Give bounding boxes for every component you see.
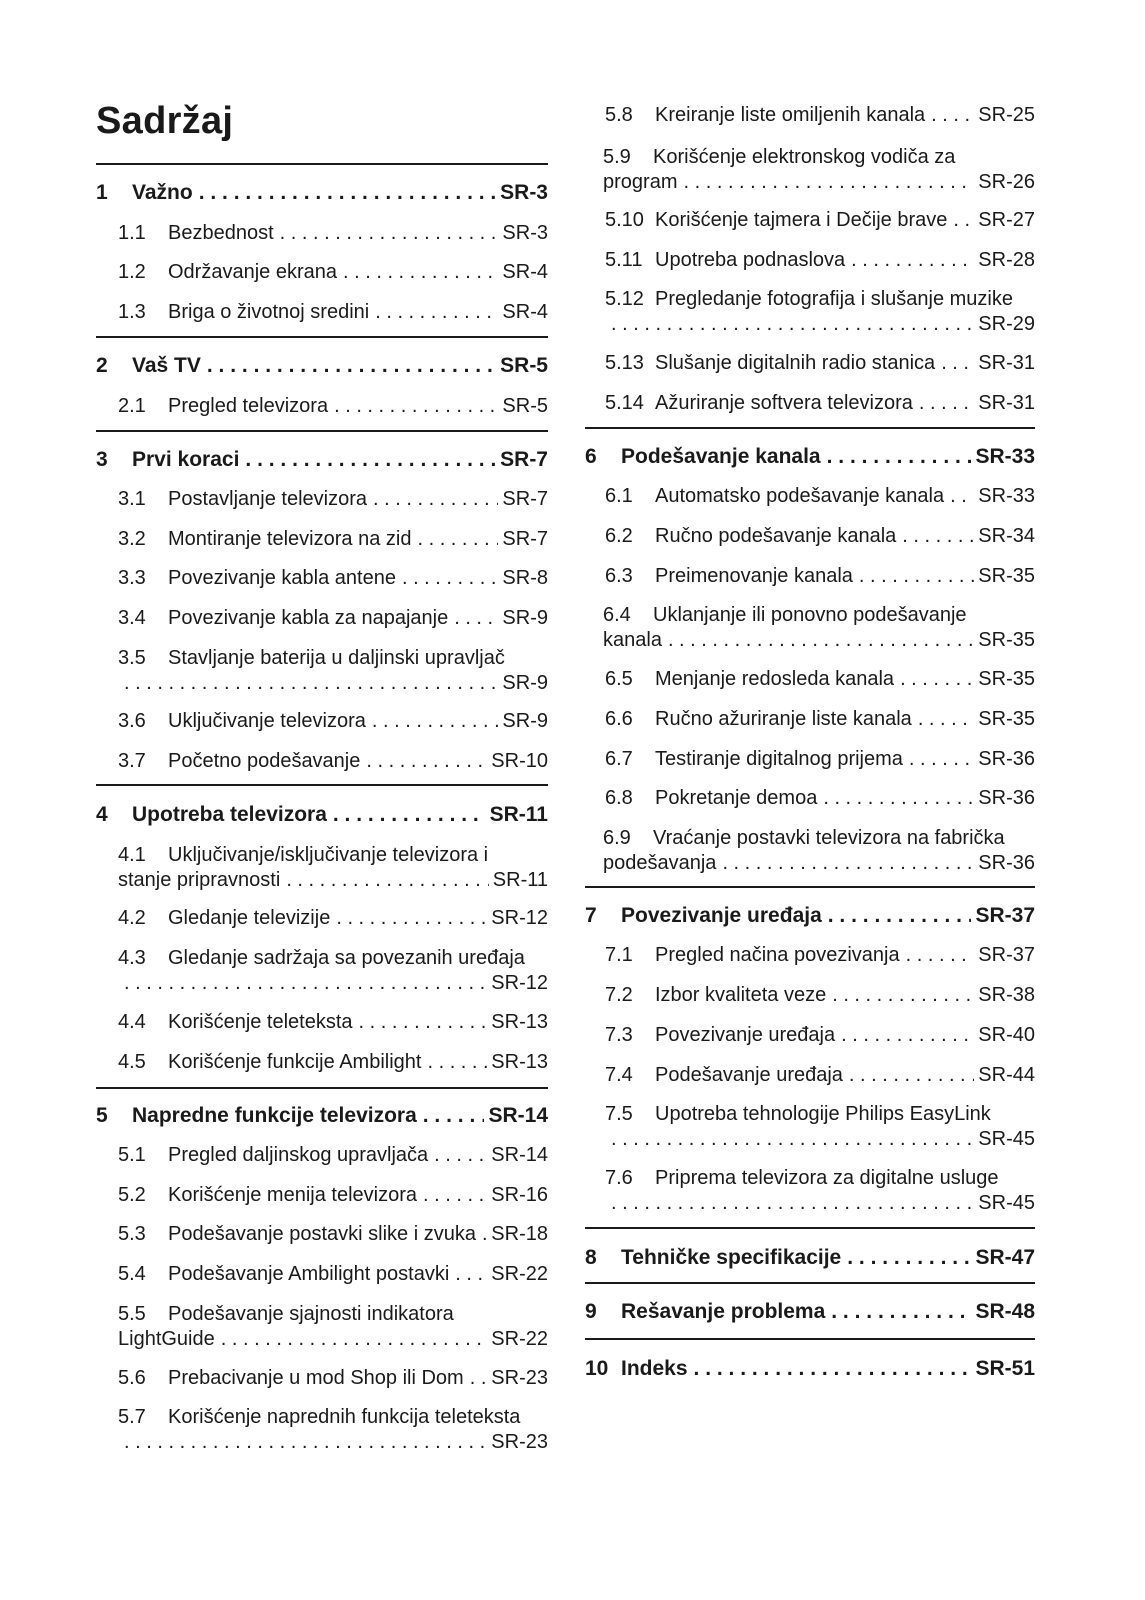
- section-divider: [96, 1087, 548, 1089]
- toc-dot-leader: [900, 667, 974, 692]
- toc-dot-leader: [366, 749, 487, 774]
- toc-page-number: SR-36: [978, 748, 1035, 770]
- toc-dot-leader: [280, 221, 499, 246]
- toc-chapter-entry[interactable]: [585, 444, 1035, 469]
- toc-section-entry[interactable]: [585, 287, 1035, 337]
- toc-dot-leader: [683, 170, 974, 195]
- toc-entry-title: Pregled načina povezivanja: [655, 944, 900, 966]
- toc-entry-title: Povezivanje kabla antene: [168, 567, 396, 589]
- toc-dot-leader: [918, 707, 974, 732]
- toc-entry-number: 5.2: [118, 1184, 146, 1206]
- toc-entry-number: 6.2: [605, 525, 633, 547]
- toc-section-entry[interactable]: [96, 527, 548, 552]
- toc-dot-leader: [286, 868, 488, 893]
- toc-entry-title: Vaš TV: [132, 354, 201, 377]
- toc-dot-leader: [941, 351, 974, 376]
- toc-section-entry[interactable]: [96, 1262, 548, 1287]
- toc-chapter-entry[interactable]: [96, 802, 548, 827]
- toc-section-entry[interactable]: [96, 749, 548, 774]
- section-divider: [585, 886, 1035, 888]
- toc-entry-number: 4.4: [118, 1011, 146, 1033]
- section-divider: [96, 784, 548, 786]
- toc-dot-leader: [722, 851, 974, 876]
- toc-dot-leader: [333, 802, 486, 827]
- toc-dot-leader: [245, 447, 496, 472]
- toc-dot-leader: [124, 971, 487, 996]
- toc-dot-leader: [482, 1222, 487, 1247]
- toc-entry-title: Ručno ažuriranje liste kanala: [655, 708, 912, 730]
- toc-page-number: SR-12: [491, 972, 548, 994]
- toc-entry-title: Rešavanje problema: [621, 1300, 826, 1323]
- toc-entry-title: Menjanje redosleda kanala: [655, 668, 895, 690]
- toc-entry-title-continued: program: [603, 171, 678, 193]
- toc-page-number: SR-18: [491, 1223, 548, 1245]
- toc-section-entry[interactable]: [96, 646, 548, 696]
- toc-page-number: SR-51: [975, 1357, 1035, 1380]
- toc-section-entry[interactable]: [96, 1366, 548, 1391]
- toc-entry-number: 5.11: [605, 249, 643, 271]
- toc-page-number: SR-8: [502, 567, 548, 589]
- toc-dot-leader: [417, 527, 498, 552]
- toc-dot-leader: [832, 983, 974, 1008]
- toc-page-number: SR-34: [978, 525, 1035, 547]
- section-divider: [96, 336, 548, 338]
- toc-entry-title: Korišćenje naprednih funkcija teleteksta: [168, 1406, 521, 1428]
- toc-section-entry[interactable]: [96, 221, 548, 246]
- toc-page-number: SR-47: [975, 1246, 1035, 1269]
- toc-chapter-entry[interactable]: [96, 353, 548, 378]
- toc-section-entry[interactable]: [96, 906, 548, 931]
- toc-entry-title: Gledanje sadržaja sa povezanih uređaja: [168, 947, 525, 969]
- toc-page-number: SR-7: [500, 448, 548, 471]
- toc-entry-title: Priprema televizora za digitalne usluge: [655, 1167, 999, 1189]
- toc-entry-number: 6.5: [605, 668, 633, 690]
- toc-entry-number: 5.13: [605, 352, 644, 374]
- toc-entry-title: Izbor kvaliteta veze: [655, 984, 827, 1006]
- toc-dot-leader: [828, 903, 972, 928]
- toc-entry-title-continued: LightGuide: [118, 1328, 215, 1350]
- toc-section-entry[interactable]: [96, 1010, 548, 1035]
- toc-dot-leader: [124, 1430, 487, 1455]
- toc-entry-title: Montiranje televizora na zid: [168, 528, 412, 550]
- toc-dot-leader: [434, 1143, 487, 1168]
- toc-entry-number: 1.3: [118, 301, 146, 323]
- toc-entry-number: 6.8: [605, 787, 633, 809]
- toc-dot-leader: [950, 484, 974, 509]
- section-divider: [585, 1282, 1035, 1284]
- toc-entry-number: 1.1: [118, 222, 146, 244]
- toc-page-number: SR-11: [492, 869, 548, 891]
- toc-dot-leader: [694, 1356, 972, 1381]
- toc-dot-leader: [668, 628, 974, 653]
- toc-page-number: SR-29: [978, 313, 1035, 335]
- toc-page-number: SR-48: [975, 1300, 1035, 1323]
- toc-entry-number: 7.1: [605, 944, 633, 966]
- toc-entry-title: Uklanjanje ili ponovno podešavanje: [653, 604, 967, 626]
- toc-entry-title: Tehničke specifikacije: [621, 1246, 842, 1269]
- toc-entry-number: 5.7: [118, 1406, 146, 1428]
- toc-page-number: SR-3: [500, 181, 548, 204]
- toc-entry-title: Podešavanje uređaja: [655, 1064, 843, 1086]
- toc-entry-title: Ručno podešavanje kanala: [655, 525, 897, 547]
- toc-page-number: SR-16: [491, 1184, 548, 1206]
- toc-entry-number: 3.5: [118, 647, 146, 669]
- toc-dot-leader: [953, 208, 974, 233]
- toc-page-number: SR-27: [978, 209, 1035, 231]
- toc-entry-title: Upotreba podnaslova: [655, 249, 846, 271]
- toc-chapter-entry[interactable]: [585, 903, 1035, 928]
- toc-entry-title: Korišćenje teleteksta: [168, 1011, 353, 1033]
- toc-entry-number: 4.1: [118, 844, 146, 866]
- toc-page-number: SR-9: [502, 672, 548, 694]
- toc-entry-title: Kreiranje liste omiljenih kanala: [655, 104, 926, 126]
- toc-section-entry[interactable]: [96, 1143, 548, 1168]
- toc-entry-title: Gledanje televizije: [168, 907, 331, 929]
- toc-page-number: SR-35: [978, 708, 1035, 730]
- toc-dot-leader: [359, 1010, 488, 1035]
- toc-page-number: SR-4: [502, 301, 548, 323]
- toc-page-number: SR-22: [491, 1328, 548, 1350]
- toc-chapter-entry[interactable]: [585, 1299, 1035, 1324]
- toc-dot-leader: [909, 747, 974, 772]
- toc-entry-title: Ažuriranje softvera televizora: [655, 392, 913, 414]
- toc-dot-leader: [931, 103, 974, 128]
- toc-entry-title: Korišćenje menija televizora: [168, 1184, 418, 1206]
- toc-entry-title: Pokretanje demoa: [655, 787, 818, 809]
- toc-page-number: SR-5: [500, 354, 548, 377]
- toc-entry-title: Podešavanje sjajnosti indikatora: [168, 1303, 454, 1325]
- toc-dot-leader: [611, 312, 974, 337]
- toc-entry-number: 9: [585, 1300, 597, 1323]
- toc-entry-number: 8: [585, 1246, 597, 1269]
- toc-dot-leader: [427, 1050, 487, 1075]
- toc-entry-title: Upotreba televizora: [132, 803, 327, 826]
- toc-page-number: SR-23: [491, 1431, 548, 1453]
- toc-page-number: SR-12: [491, 907, 548, 929]
- toc-section-entry[interactable]: [585, 747, 1035, 772]
- toc-section-entry[interactable]: [585, 145, 1035, 195]
- toc-page-number: SR-13: [491, 1011, 548, 1033]
- toc-entry-number: 3.6: [118, 710, 146, 732]
- toc-entry-number: 4.5: [118, 1051, 146, 1073]
- toc-dot-leader: [334, 394, 498, 419]
- toc-section-entry[interactable]: [585, 983, 1035, 1008]
- toc-section-entry[interactable]: [96, 260, 548, 285]
- toc-page-number: SR-40: [978, 1024, 1035, 1046]
- toc-entry-number: 7.6: [605, 1167, 633, 1189]
- toc-dot-leader: [402, 566, 498, 591]
- toc-section-entry[interactable]: [96, 843, 548, 893]
- toc-entry-title: Prvi koraci: [132, 448, 240, 471]
- toc-page-number: SR-10: [491, 750, 548, 772]
- toc-entry-number: 6.3: [605, 565, 633, 587]
- toc-page-number: SR-36: [978, 787, 1035, 809]
- toc-dot-leader: [823, 786, 974, 811]
- toc-page-number: SR-11: [489, 803, 548, 826]
- toc-entry-number: 5.8: [605, 104, 633, 126]
- toc-entry-number: 5.9: [603, 146, 631, 168]
- toc-dot-leader: [207, 353, 496, 378]
- toc-section-entry[interactable]: [96, 709, 548, 734]
- toc-entry-title: Pregledanje fotografija i slušanje muzike: [655, 288, 1013, 310]
- toc-chapter-entry[interactable]: [96, 180, 548, 205]
- toc-entry-title: Postavljanje televizora: [168, 488, 367, 510]
- toc-entry-title: Održavanje ekrana: [168, 261, 337, 283]
- toc-entry-title: Vraćanje postavki televizora na fabrička: [653, 827, 1005, 849]
- toc-entry-number: 5.10: [605, 209, 644, 231]
- toc-section-entry[interactable]: [585, 391, 1035, 416]
- toc-entry-title: Pregled televizora: [168, 395, 329, 417]
- page-title: Sadržaj: [96, 100, 234, 142]
- toc-entry-number: 5.5: [118, 1303, 146, 1325]
- toc-section-entry[interactable]: [585, 786, 1035, 811]
- toc-page-number: SR-3: [502, 222, 548, 244]
- toc-entry-title: Bezbednost: [168, 222, 274, 244]
- toc-dot-leader: [343, 260, 498, 285]
- toc-page-number: SR-35: [978, 668, 1035, 690]
- toc-page-number: SR-14: [491, 1144, 548, 1166]
- toc-entry-title: Briga o životnoj sredini: [168, 301, 370, 323]
- toc-page-number: SR-26: [978, 171, 1035, 193]
- toc-entry-title: Indeks: [621, 1357, 688, 1380]
- toc-section-entry[interactable]: [585, 826, 1035, 876]
- toc-entry-number: 3.2: [118, 528, 146, 550]
- toc-dot-leader: [831, 1299, 971, 1324]
- section-divider: [585, 1227, 1035, 1229]
- toc-page-number: SR-35: [978, 629, 1035, 651]
- toc-entry-title: Testiranje digitalnog prijema: [655, 748, 903, 770]
- toc-dot-leader: [372, 709, 499, 734]
- toc-entry-title: Podešavanje kanala: [621, 445, 821, 468]
- toc-dot-leader: [375, 300, 498, 325]
- toc-dot-leader: [454, 606, 498, 631]
- toc-entry-title: Pregled daljinskog upravljača: [168, 1144, 429, 1166]
- toc-dot-leader: [906, 943, 975, 968]
- section-divider: [96, 430, 548, 432]
- section-divider: [96, 163, 548, 165]
- toc-page-number: SR-7: [502, 488, 548, 510]
- toc-entry-title: Korišćenje tajmera i Dečije brave: [655, 209, 948, 231]
- toc-chapter-entry[interactable]: [585, 1245, 1035, 1270]
- toc-dot-leader: [611, 1191, 974, 1216]
- toc-page-number: SR-44: [978, 1064, 1035, 1086]
- toc-section-entry[interactable]: [96, 566, 548, 591]
- toc-section-entry[interactable]: [96, 1183, 548, 1208]
- toc-entry-number: 6.9: [603, 827, 631, 849]
- toc-entry-number: 3.7: [118, 750, 146, 772]
- toc-section-entry[interactable]: [585, 1023, 1035, 1048]
- toc-entry-number: 3.3: [118, 567, 146, 589]
- toc-page-number: SR-36: [978, 852, 1035, 874]
- toc-entry-title: Povezivanje uređaja: [655, 1024, 836, 1046]
- toc-page-number: SR-38: [978, 984, 1035, 1006]
- toc-entry-title: Povezivanje uređaja: [621, 904, 822, 927]
- toc-entry-number: 6.4: [603, 604, 631, 626]
- toc-entry-title: Podešavanje Ambilight postavki: [168, 1263, 450, 1285]
- toc-entry-title-continued: kanala: [603, 629, 662, 651]
- toc-dot-leader: [124, 671, 498, 696]
- toc-page-number: SR-28: [978, 249, 1035, 271]
- section-divider: [585, 1338, 1035, 1340]
- toc-entry-title: Preimenovanje kanala: [655, 565, 853, 587]
- toc-chapter-entry[interactable]: [585, 1356, 1035, 1381]
- toc-entry-title: Početno podešavanje: [168, 750, 361, 772]
- toc-page-number: SR-22: [491, 1263, 548, 1285]
- toc-section-entry[interactable]: [585, 1063, 1035, 1088]
- toc-page-number: SR-45: [978, 1128, 1035, 1150]
- toc-dot-leader: [851, 248, 974, 273]
- toc-section-entry[interactable]: [96, 946, 548, 996]
- toc-entry-title: Upotreba tehnologije Philips EasyLink: [655, 1103, 991, 1125]
- toc-entry-title: Napredne funkcije televizora: [132, 1104, 417, 1127]
- toc-chapter-entry[interactable]: [96, 447, 548, 472]
- toc-section-entry[interactable]: [585, 351, 1035, 376]
- toc-section-entry[interactable]: [96, 1222, 548, 1247]
- toc-entry-number: 6: [585, 445, 597, 468]
- toc-entry-number: 4: [96, 803, 108, 826]
- toc-dot-leader: [199, 180, 496, 205]
- toc-section-entry[interactable]: [96, 606, 548, 631]
- toc-page-number: SR-31: [978, 392, 1035, 414]
- toc-dot-leader: [849, 1063, 974, 1088]
- toc-entry-title: Stavljanje baterija u daljinski upravljač: [168, 647, 505, 669]
- toc-entry-number: 6.6: [605, 708, 633, 730]
- toc-dot-leader: [902, 524, 974, 549]
- toc-entry-number: 7.4: [605, 1064, 633, 1086]
- toc-page-number: SR-4: [502, 261, 548, 283]
- toc-entry-title: Automatsko podešavanje kanala: [655, 485, 945, 507]
- toc-page-number: SR-7: [502, 528, 548, 550]
- toc-section-entry[interactable]: [585, 667, 1035, 692]
- toc-entry-number: 7.2: [605, 984, 633, 1006]
- toc-dot-leader: [847, 1245, 971, 1270]
- toc-entry-number: 5.14: [605, 392, 644, 414]
- toc-entry-number: 4.3: [118, 947, 146, 969]
- toc-entry-title: Slušanje digitalnih radio stanica: [655, 352, 936, 374]
- toc-entry-title: Prebacivanje u mod Shop ili Dom: [168, 1367, 464, 1389]
- toc-section-entry[interactable]: [96, 1050, 548, 1075]
- toc-dot-leader: [841, 1023, 974, 1048]
- toc-entry-number: 5.4: [118, 1263, 146, 1285]
- toc-entry-number: 3.1: [118, 488, 146, 510]
- toc-entry-title: Korišćenje elektronskog vodiča za: [653, 146, 956, 168]
- toc-section-entry[interactable]: [585, 248, 1035, 273]
- toc-section-entry[interactable]: [585, 103, 1035, 128]
- toc-section-entry[interactable]: [585, 564, 1035, 589]
- toc-page-number: SR-35: [978, 565, 1035, 587]
- toc-page-number: SR-31: [978, 352, 1035, 374]
- toc-dot-leader: [827, 444, 972, 469]
- toc-entry-number: 3: [96, 448, 108, 471]
- toc-entry-number: 2: [96, 354, 108, 377]
- toc-entry-number: 6.7: [605, 748, 633, 770]
- toc-page-number: SR-37: [975, 904, 1035, 927]
- toc-entry-number: 5.12: [605, 288, 644, 310]
- toc-entry-number: 3.4: [118, 607, 146, 629]
- toc-dot-leader: [859, 564, 974, 589]
- toc-page-number: SR-14: [488, 1104, 548, 1127]
- toc-page-number: SR-45: [978, 1192, 1035, 1214]
- toc-section-entry[interactable]: [96, 300, 548, 325]
- toc-page-number: SR-33: [978, 485, 1035, 507]
- toc-entry-title: Uključivanje/isključivanje televizora i: [168, 844, 489, 866]
- toc-entry-title: Podešavanje postavki slike i zvuka: [168, 1223, 476, 1245]
- toc-entry-number: 2.1: [118, 395, 146, 417]
- toc-dot-leader: [611, 1127, 974, 1152]
- toc-chapter-entry[interactable]: [96, 1103, 548, 1128]
- section-divider: [585, 427, 1035, 429]
- toc-page-number: SR-9: [502, 710, 548, 732]
- toc-section-entry[interactable]: [585, 707, 1035, 732]
- toc-entry-number: 1.2: [118, 261, 146, 283]
- toc-page-number: SR-25: [978, 104, 1035, 126]
- toc-dot-leader: [919, 391, 974, 416]
- toc-entry-number: 1: [96, 181, 108, 204]
- toc-section-entry[interactable]: [96, 1302, 548, 1352]
- toc-dot-leader: [423, 1103, 485, 1128]
- toc-entry-title-continued: stanje pripravnosti: [118, 869, 281, 891]
- toc-page-number: SR-23: [491, 1367, 548, 1389]
- toc-entry-number: 10: [585, 1357, 609, 1380]
- toc-page-number: SR-9: [502, 607, 548, 629]
- toc-dot-leader: [336, 906, 487, 931]
- toc-page-number: SR-5: [502, 395, 548, 417]
- toc-entry-number: 5: [96, 1104, 108, 1127]
- toc-entry-title: Korišćenje funkcije Ambilight: [168, 1051, 422, 1073]
- toc-section-entry[interactable]: [585, 1166, 1035, 1216]
- toc-section-entry[interactable]: [585, 1102, 1035, 1152]
- toc-dot-leader: [470, 1366, 488, 1391]
- toc-dot-leader: [455, 1262, 487, 1287]
- toc-entry-title: Važno: [132, 181, 193, 204]
- toc-page-number: SR-37: [978, 944, 1035, 966]
- toc-entry-number: 4.2: [118, 907, 146, 929]
- toc-page-number: SR-33: [975, 445, 1035, 468]
- toc-section-entry[interactable]: [585, 943, 1035, 968]
- toc-section-entry[interactable]: [585, 603, 1035, 653]
- toc-entry-number: 7: [585, 904, 597, 927]
- toc-entry-number: 6.1: [605, 485, 633, 507]
- toc-entry-number: 7.5: [605, 1103, 633, 1125]
- toc-dot-leader: [373, 487, 498, 512]
- toc-dot-leader: [423, 1183, 487, 1208]
- toc-section-entry[interactable]: [96, 394, 548, 419]
- toc-entry-number: 5.3: [118, 1223, 146, 1245]
- toc-entry-title: Povezivanje kabla za napajanje: [168, 607, 449, 629]
- toc-entry-number: 5.1: [118, 1144, 146, 1166]
- toc-section-entry[interactable]: [585, 484, 1035, 509]
- toc-section-entry[interactable]: [96, 1405, 548, 1455]
- toc-entry-number: 5.6: [118, 1367, 146, 1389]
- toc-dot-leader: [221, 1327, 488, 1352]
- toc-section-entry[interactable]: [96, 487, 548, 512]
- toc-section-entry[interactable]: [585, 524, 1035, 549]
- toc-section-entry[interactable]: [585, 208, 1035, 233]
- toc-entry-number: 7.3: [605, 1024, 633, 1046]
- toc-entry-title: Uključivanje televizora: [168, 710, 366, 732]
- toc-entry-title-continued: podešavanja: [603, 852, 717, 874]
- toc-page-number: SR-13: [491, 1051, 548, 1073]
